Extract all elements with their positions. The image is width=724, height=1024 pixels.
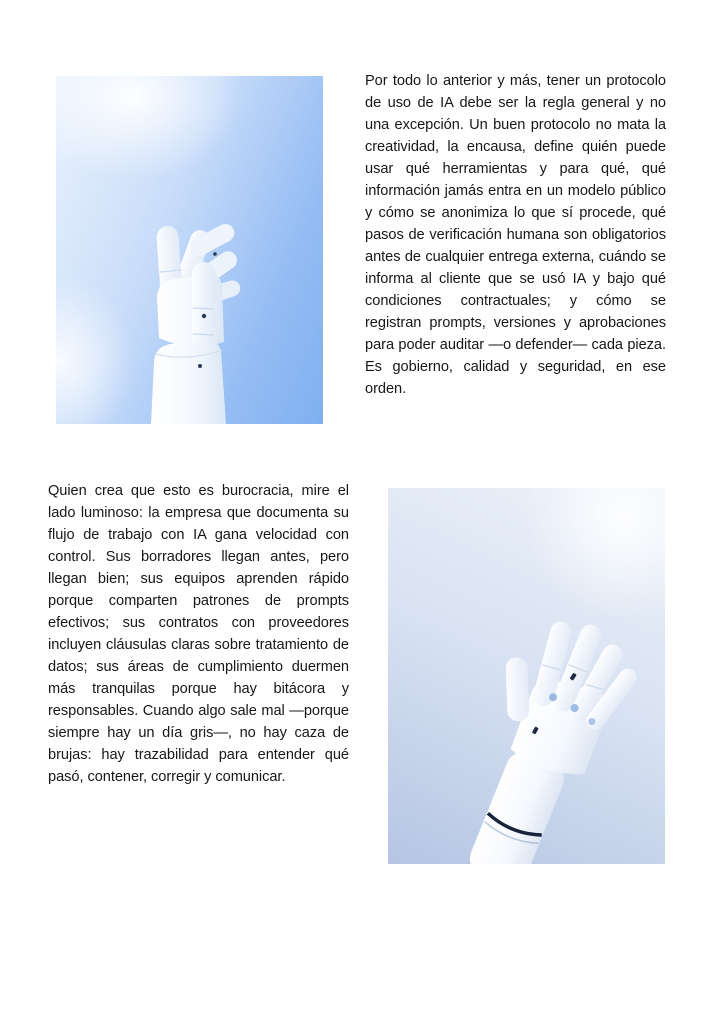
- photo-robotic-hand-bottom-right: [388, 488, 665, 864]
- robot-hand-graphic: [388, 488, 665, 864]
- paragraph-ai-protocol: Por todo lo anterior y más, tener un protocolo de uso de IA debe ser la regla general y no una excepción. Un buen protocolo no mata la creatividad, la encausa, define quién puede usar qué herramientas y para qué, qué información jamás entra en un modelo público y cómo se anonimiza lo que sí procede, qué pasos de verificación humana son obligatorios antes de cualquier entrega externa, cuándo se informa al cliente que se usó IA y bajo qué condiciones contractuales; y cómo se registran prompts, versiones y aprobaciones para poder auditar —o defender— cada pieza. Es gobierno, calidad y seguridad, en ese orden.: [365, 73, 666, 397]
- paragraph-burocracia: Quien crea que esto es burocracia, mire el lado luminoso: la empresa que documenta su flujo de trabajo con IA gana velocidad con control. Sus borradores llegan antes, pero llegan bien; sus equipos aprenden rápido porque comparten patrones de prompts efectivos; sus contratos con proveedores incluyen cláusulas claras sobre tratamiento de datos; sus áreas de cumplimiento duermen más tranquilas porque hay bitácora y responsables. Cuando algo sale mal —porque siempre hay un día gris—, no hay caza de brujas: hay trazabilidad para entender qué pasó, contener, corregir y comunicar.: [48, 483, 349, 785]
- robot-hand-graphic: [56, 76, 323, 424]
- photo-robotic-hand-top-left: [56, 76, 323, 424]
